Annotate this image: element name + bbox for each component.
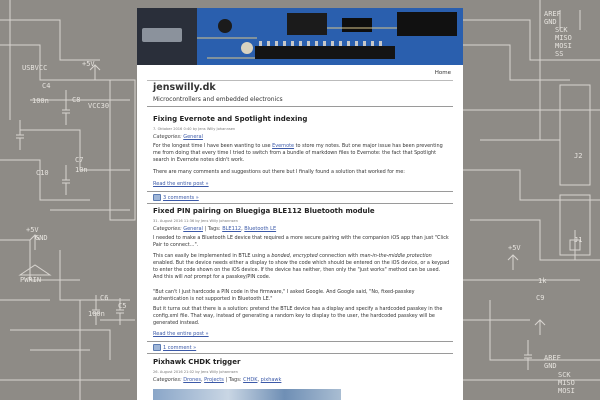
label-c8: C8 (72, 96, 81, 104)
comment-bubble-icon (153, 344, 161, 351)
label-r1k: 1k (538, 277, 547, 285)
post-categories: Categories: General | Tags: BLE112, Bluetooth LE (153, 226, 277, 232)
site-title[interactable]: jenswilly.dk (153, 82, 216, 93)
label-c6: C6 (100, 294, 109, 302)
paragraph-text: to store my notes. But one major issue has been preventing me from doing that every time I tried to switch from a bundle of markdown files to Evernote: the fact that Spotlight search in Evernote notes didn't work. (153, 143, 443, 163)
post-image[interactable] (153, 389, 341, 400)
label-c10: C10 (36, 169, 49, 177)
comments-count: 3 comments » (163, 195, 199, 201)
tag-link[interactable]: Bluetooth LE (244, 226, 277, 232)
post-paragraph: "But can't I just hardcode a PIN code in the firmware," I asked Google. And Google said, "No, fixed-passkey authentication is not supported in Bluetooth LE." (153, 289, 415, 302)
evernote-link[interactable]: Evernote (272, 143, 295, 149)
post-paragraph: There are many comments and suggestions out there but I finally found a solution that worked for me: (153, 169, 405, 175)
paragraph-text: connection with (317, 253, 360, 259)
label-aref-a: AREF (544, 10, 561, 18)
label-c7: C7 (75, 156, 84, 164)
post-meta: 7. Oktober 2016 0:40 by Jens Willy Johannsen (153, 127, 236, 131)
site-description: Microcontrollers and embedded electronics (153, 96, 283, 103)
post-paragraph (153, 143, 451, 164)
tag-link[interactable]: BLE112 (222, 226, 242, 232)
post-title-link[interactable]: Fixed PIN pairing on Bluegiga BLE112 Bluetooth module (153, 207, 375, 215)
paragraph-text: prompt for a passkey/PIN code. (192, 274, 271, 280)
tag-link[interactable]: CHDK (243, 377, 258, 383)
read-more-link[interactable]: Read the entire post » (153, 181, 209, 187)
separator-text: | (225, 377, 228, 383)
label-vcc30: VCC30 (88, 102, 110, 110)
post-meta: 31. August 2016 11:36 by Jens Willy Johannsen (153, 219, 238, 223)
comments-link[interactable] (153, 194, 199, 201)
tags-label: Tags: (228, 377, 242, 383)
tag-link[interactable]: pixhawk (260, 377, 282, 383)
label-sck-a: SCK (555, 26, 568, 34)
post-separator (147, 353, 453, 354)
categories-label: Categories: (153, 377, 182, 383)
label-miso-b: MISO (558, 379, 575, 387)
post-categories: Categories: Drones, Projects | Tags: CHDK, pixhawk (153, 377, 282, 383)
label-mosi-a: MOSI (555, 42, 572, 50)
post-categories (153, 134, 203, 140)
post-separator (147, 203, 453, 204)
emphasis-text: man-in-the-middle protection (359, 253, 432, 259)
label-usbvcc: USBVCC (22, 64, 48, 72)
nav-home-link[interactable]: Home (434, 70, 451, 76)
paragraph-text: enabled. But the device needs either a display to show the code which should be entered on the iOS device, or a keypad to enter the code shown on the iOS device. If the device has neither, then only the "just works" method can be used. And this will (153, 260, 450, 280)
label-plus5v-c: +5V (508, 244, 521, 252)
blog-page (137, 8, 463, 400)
label-j2: J2 (574, 152, 583, 160)
comments-count: 1 comment » (163, 345, 197, 351)
label-c4: C4 (42, 82, 51, 90)
header-separator (147, 106, 453, 107)
post-title-link[interactable]: Pixhawk CHDK trigger (153, 358, 241, 366)
post-title-link[interactable]: Fixing Evernote and Spotlight indexing (153, 115, 308, 123)
label-plus5v-b: +5V (26, 226, 39, 234)
separator-text: | (204, 226, 207, 232)
label-c5: C5 (118, 302, 127, 310)
emphasis-text: bonded, encrypted (271, 253, 318, 259)
label-n100-a: 100n (32, 97, 49, 105)
label-j1: J1 (574, 236, 583, 244)
post-paragraph: But it turns out that there is a solution: pretend the BTLE device has a display and specify a hardcoded passkey in the config.xml file. That way, instead of generating a random key to display to the user, the hardcoded passkey will be generated instead. (153, 306, 443, 326)
comment-bubble-icon (153, 194, 161, 201)
label-f100: 100n (88, 310, 105, 318)
category-link[interactable]: Drones (183, 377, 201, 383)
post-meta: 26. August 2016 21:02 by Jens Willy Johannsen (153, 370, 238, 374)
categories-label: Categories: (153, 226, 182, 232)
label-mosi-b: MOSI (558, 387, 575, 395)
label-aref-b: AREF (544, 354, 561, 362)
label-plus5v-a: +5V (82, 60, 95, 68)
label-gnd: GND (35, 234, 48, 242)
top-navigation (147, 67, 453, 81)
categories-label: Categories: (153, 134, 182, 140)
paragraph-text: This can easily be implemented in BTLE using a (153, 253, 272, 259)
read-more-link[interactable]: Read the entire post » (153, 331, 209, 337)
header-banner-image (137, 8, 463, 65)
post-paragraph: I needed to make a Bluetooth LE device that required a more secure pairing with the companion iOS app than just "Click Pair to connect…". (153, 235, 449, 248)
paragraph-text: For the longest time I have been wanting to use (153, 143, 273, 149)
category-link[interactable]: General (183, 134, 203, 140)
label-ss-a: SS (555, 50, 564, 58)
category-link[interactable]: General (183, 226, 203, 232)
post-separator (147, 191, 453, 192)
label-pwrin: PWRIN (20, 276, 42, 284)
label-gnd-c: GND (544, 362, 557, 370)
category-link[interactable]: Projects (204, 377, 224, 383)
label-c9: C9 (536, 294, 545, 302)
emphasis-text: not (184, 274, 193, 280)
label-sck-b: SCK (558, 371, 571, 379)
label-miso-a: MISO (555, 34, 572, 42)
tags-label: Tags: (207, 226, 221, 232)
comments-link[interactable] (153, 344, 196, 351)
label-gnd-b: GND (544, 18, 557, 26)
label-n10: 10n (75, 166, 88, 174)
post-paragraph (153, 253, 451, 281)
post-separator (147, 341, 453, 342)
